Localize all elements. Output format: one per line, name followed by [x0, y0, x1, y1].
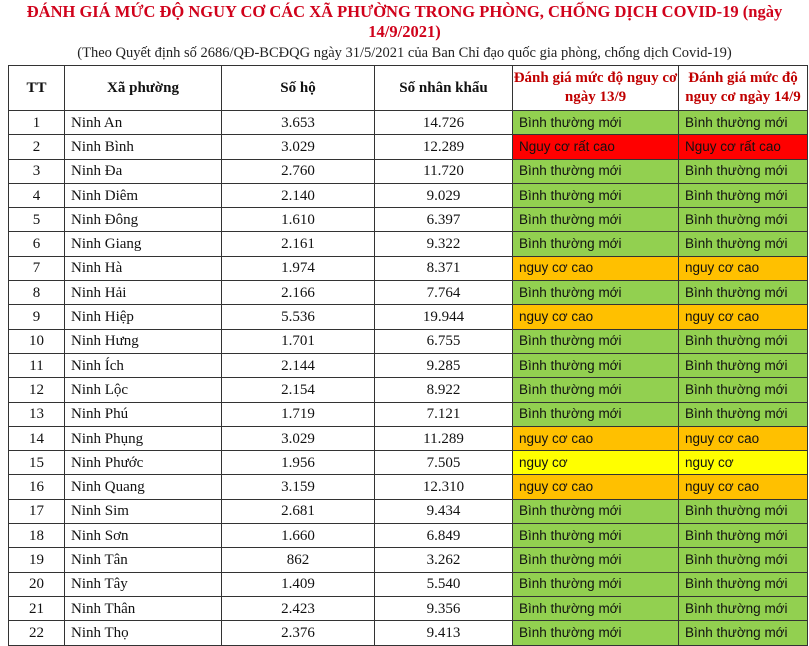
- header-tt: TT: [9, 66, 65, 111]
- status-14-cell: nguy cơ cao: [679, 256, 808, 280]
- status-13-cell: Bình thường mới: [513, 378, 679, 402]
- table-body: [9, 111, 808, 646]
- status-13-cell: nguy cơ cao: [513, 256, 679, 280]
- status-13-cell: nguy cơ cao: [513, 305, 679, 329]
- status-13-cell: Bình thường mới: [513, 281, 679, 305]
- table-row: [9, 426, 808, 450]
- households-cell: 5.536: [222, 305, 375, 329]
- status-13-cell: Bình thường mới: [513, 183, 679, 207]
- population-cell: 9.413: [375, 621, 513, 645]
- table-row: [9, 548, 808, 572]
- ward-name: Ninh Sơn: [65, 524, 222, 548]
- table-row: [9, 596, 808, 620]
- status-14-cell: Bình thường mới: [679, 621, 808, 645]
- row-number: 13: [9, 402, 65, 426]
- households-cell: 3.029: [222, 135, 375, 159]
- population-cell: 7.121: [375, 402, 513, 426]
- header-assess-14: Đánh giá mức độ nguy cơ ngày 14/9: [679, 66, 808, 111]
- ward-name: Ninh Hiệp: [65, 305, 222, 329]
- table-header-row: [9, 66, 808, 111]
- population-cell: 8.922: [375, 378, 513, 402]
- status-14-cell: Bình thường mới: [679, 572, 808, 596]
- households-cell: 3.029: [222, 426, 375, 450]
- status-14-cell: Bình thường mới: [679, 329, 808, 353]
- households-cell: 1.974: [222, 256, 375, 280]
- ward-name: Ninh Đa: [65, 159, 222, 183]
- status-14-cell: Bình thường mới: [679, 111, 808, 135]
- status-14-cell: Bình thường mới: [679, 596, 808, 620]
- population-cell: 9.356: [375, 596, 513, 620]
- households-cell: 2.161: [222, 232, 375, 256]
- population-cell: 6.755: [375, 329, 513, 353]
- row-number: 6: [9, 232, 65, 256]
- status-14-cell: Bình thường mới: [679, 183, 808, 207]
- status-13-cell: Bình thường mới: [513, 232, 679, 256]
- ward-name: Ninh Tân: [65, 548, 222, 572]
- row-number: 16: [9, 475, 65, 499]
- status-13-cell: Bình thường mới: [513, 572, 679, 596]
- status-14-cell: Bình thường mới: [679, 524, 808, 548]
- row-number: 12: [9, 378, 65, 402]
- households-cell: 2.154: [222, 378, 375, 402]
- row-number: 4: [9, 183, 65, 207]
- ward-name: Ninh Thân: [65, 596, 222, 620]
- status-13-cell: Bình thường mới: [513, 353, 679, 377]
- status-14-cell: Nguy cơ rất cao: [679, 135, 808, 159]
- households-cell: 2.760: [222, 159, 375, 183]
- status-14-cell: Bình thường mới: [679, 402, 808, 426]
- ward-name: Ninh Bình: [65, 135, 222, 159]
- table-row: [9, 256, 808, 280]
- row-number: 22: [9, 621, 65, 645]
- table-row: [9, 232, 808, 256]
- households-cell: 1.610: [222, 208, 375, 232]
- population-cell: 9.285: [375, 353, 513, 377]
- population-cell: 7.764: [375, 281, 513, 305]
- table-row: [9, 281, 808, 305]
- row-number: 9: [9, 305, 65, 329]
- households-cell: 1.660: [222, 524, 375, 548]
- households-cell: 1.701: [222, 329, 375, 353]
- ward-name: Ninh Giang: [65, 232, 222, 256]
- row-number: 15: [9, 451, 65, 475]
- status-14-cell: nguy cơ: [679, 451, 808, 475]
- header-households: Số hộ: [222, 66, 375, 111]
- ward-name: Ninh Phụng: [65, 426, 222, 450]
- population-cell: 6.397: [375, 208, 513, 232]
- status-13-cell: Bình thường mới: [513, 596, 679, 620]
- population-cell: 11.720: [375, 159, 513, 183]
- status-14-cell: nguy cơ cao: [679, 426, 808, 450]
- ward-name: Ninh Diêm: [65, 183, 222, 207]
- ward-name: Ninh Tây: [65, 572, 222, 596]
- ward-name: Ninh Phước: [65, 451, 222, 475]
- households-cell: 3.653: [222, 111, 375, 135]
- table-row: [9, 572, 808, 596]
- ward-name: Ninh An: [65, 111, 222, 135]
- risk-assessment-table: [8, 65, 808, 646]
- table-row: [9, 111, 808, 135]
- population-cell: 9.434: [375, 499, 513, 523]
- population-cell: 19.944: [375, 305, 513, 329]
- ward-name: Ninh Hưng: [65, 329, 222, 353]
- header-assess-13: Đánh giá mức độ nguy cơ ngày 13/9: [513, 66, 679, 111]
- table-row: [9, 305, 808, 329]
- population-cell: 5.540: [375, 572, 513, 596]
- row-number: 21: [9, 596, 65, 620]
- ward-name: Ninh Quang: [65, 475, 222, 499]
- households-cell: 1.956: [222, 451, 375, 475]
- table-row: [9, 621, 808, 645]
- table-row: [9, 183, 808, 207]
- population-cell: 3.262: [375, 548, 513, 572]
- table-row: [9, 451, 808, 475]
- ward-name: Ninh Sim: [65, 499, 222, 523]
- population-cell: 8.371: [375, 256, 513, 280]
- table-row: [9, 159, 808, 183]
- row-number: 7: [9, 256, 65, 280]
- row-number: 19: [9, 548, 65, 572]
- table-row: [9, 524, 808, 548]
- status-13-cell: Nguy cơ rất cao: [513, 135, 679, 159]
- households-cell: 2.140: [222, 183, 375, 207]
- ward-name: Ninh Thọ: [65, 621, 222, 645]
- row-number: 10: [9, 329, 65, 353]
- document-title: ĐÁNH GIÁ MỨC ĐỘ NGUY CƠ CÁC XÃ PHƯỜNG TRONG PHÒNG, CHỐNG DỊCH COVID-19 (ngày 14/9/2021): [26, 2, 783, 41]
- population-cell: 12.289: [375, 135, 513, 159]
- table-row: [9, 402, 808, 426]
- table-row: [9, 499, 808, 523]
- population-cell: 12.310: [375, 475, 513, 499]
- households-cell: 2.166: [222, 281, 375, 305]
- ward-name: Ninh Đông: [65, 208, 222, 232]
- ward-name: Ninh Hà: [65, 256, 222, 280]
- row-number: 18: [9, 524, 65, 548]
- status-14-cell: Bình thường mới: [679, 353, 808, 377]
- status-14-cell: Bình thường mới: [679, 499, 808, 523]
- status-13-cell: nguy cơ cao: [513, 426, 679, 450]
- table-row: [9, 135, 808, 159]
- row-number: 5: [9, 208, 65, 232]
- status-13-cell: Bình thường mới: [513, 329, 679, 353]
- status-14-cell: Bình thường mới: [679, 208, 808, 232]
- row-number: 2: [9, 135, 65, 159]
- status-13-cell: Bình thường mới: [513, 159, 679, 183]
- households-cell: 862: [222, 548, 375, 572]
- row-number: 14: [9, 426, 65, 450]
- status-13-cell: Bình thường mới: [513, 499, 679, 523]
- households-cell: 2.681: [222, 499, 375, 523]
- ward-name: Ninh Phú: [65, 402, 222, 426]
- status-13-cell: Bình thường mới: [513, 524, 679, 548]
- status-14-cell: Bình thường mới: [679, 378, 808, 402]
- row-number: 3: [9, 159, 65, 183]
- document-subtitle: (Theo Quyết định số 2686/QĐ-BCĐQG ngày 31/5/2021 của Ban Chỉ đạo quốc gia phòng, chống dịch Covid-19): [77, 45, 732, 61]
- status-14-cell: nguy cơ cao: [679, 305, 808, 329]
- status-14-cell: Bình thường mới: [679, 232, 808, 256]
- row-number: 8: [9, 281, 65, 305]
- table-row: [9, 329, 808, 353]
- row-number: 1: [9, 111, 65, 135]
- population-cell: 14.726: [375, 111, 513, 135]
- status-13-cell: Bình thường mới: [513, 402, 679, 426]
- households-cell: 2.423: [222, 596, 375, 620]
- ward-name: Ninh Lộc: [65, 378, 222, 402]
- status-13-cell: Bình thường mới: [513, 621, 679, 645]
- status-13-cell: nguy cơ cao: [513, 475, 679, 499]
- status-13-cell: Bình thường mới: [513, 548, 679, 572]
- households-cell: 1.409: [222, 572, 375, 596]
- status-13-cell: Bình thường mới: [513, 111, 679, 135]
- row-number: 17: [9, 499, 65, 523]
- ward-name: Ninh Ích: [65, 353, 222, 377]
- households-cell: 3.159: [222, 475, 375, 499]
- table-row: [9, 353, 808, 377]
- population-cell: 11.289: [375, 426, 513, 450]
- row-number: 20: [9, 572, 65, 596]
- status-13-cell: nguy cơ: [513, 451, 679, 475]
- row-number: 11: [9, 353, 65, 377]
- status-14-cell: Bình thường mới: [679, 281, 808, 305]
- table-row: [9, 208, 808, 232]
- status-14-cell: Bình thường mới: [679, 159, 808, 183]
- population-cell: 6.849: [375, 524, 513, 548]
- ward-name: Ninh Hải: [65, 281, 222, 305]
- header-population: Số nhân khẩu: [375, 66, 513, 111]
- population-cell: 9.029: [375, 183, 513, 207]
- population-cell: 9.322: [375, 232, 513, 256]
- header-ward: Xã phường: [65, 66, 222, 111]
- status-14-cell: nguy cơ cao: [679, 475, 808, 499]
- table-row: [9, 378, 808, 402]
- status-13-cell: Bình thường mới: [513, 208, 679, 232]
- table-row: [9, 475, 808, 499]
- population-cell: 7.505: [375, 451, 513, 475]
- households-cell: 2.144: [222, 353, 375, 377]
- status-14-cell: Bình thường mới: [679, 548, 808, 572]
- households-cell: 2.376: [222, 621, 375, 645]
- households-cell: 1.719: [222, 402, 375, 426]
